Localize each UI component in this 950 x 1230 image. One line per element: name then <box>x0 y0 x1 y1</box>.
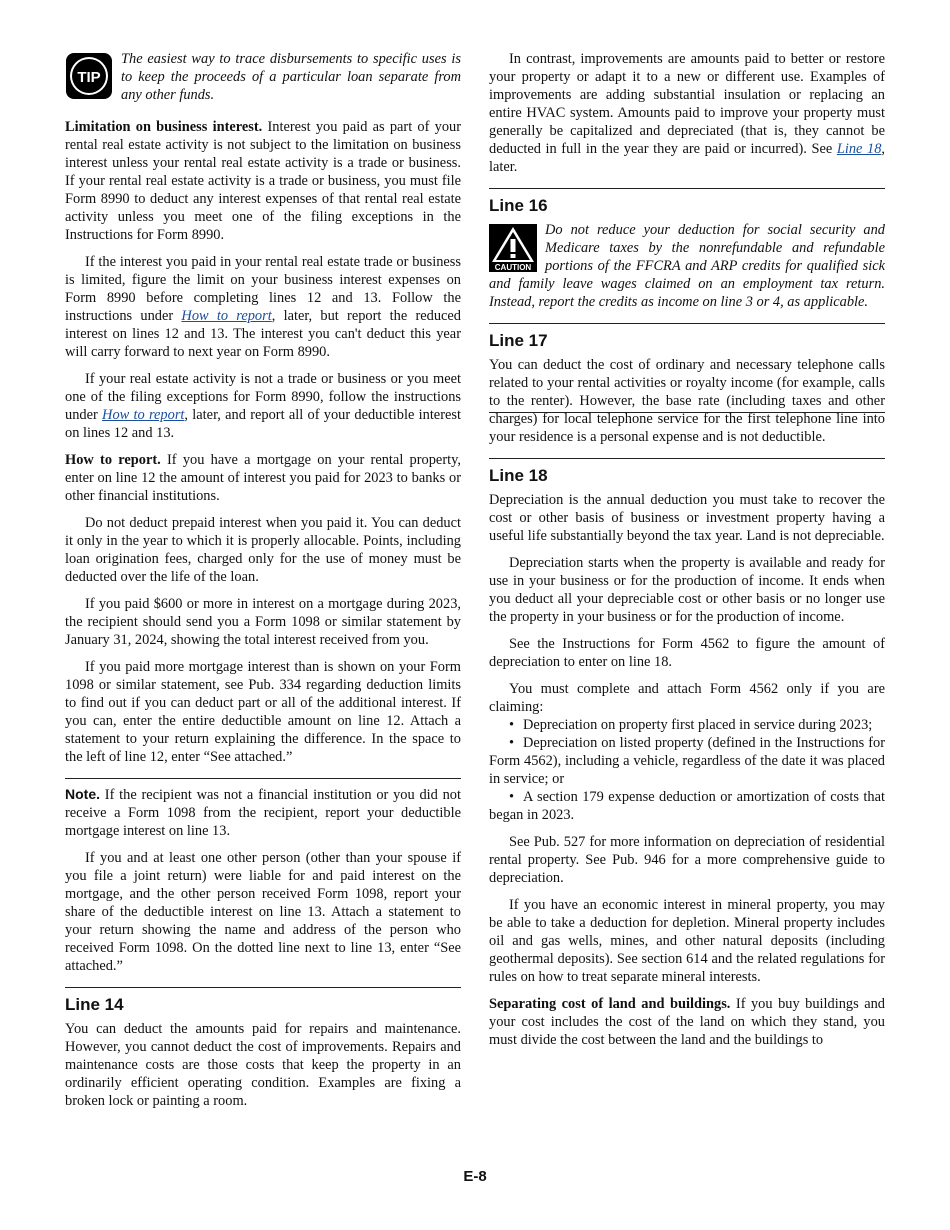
note-label: Note. <box>65 786 100 802</box>
line-17-heading: Line 17 <box>489 331 548 350</box>
left-column <box>65 50 461 1119</box>
page-number: E-8 <box>463 1168 487 1185</box>
form-1098-paragraph: If you paid $600 or more in interest on a mortgage during 2023, the recipient should send you a Form 1098 or similar statement by January 31, 2024, showing the total interest received from you. <box>65 596 461 648</box>
limitation-p2-tail: , later, but report the reduced interest on lines 12 and 13. The interest you can't deduct this year will carry forward to next year on Form 8990. <box>65 308 461 360</box>
section-divider <box>65 987 461 988</box>
limitation-paragraph-2 <box>65 253 461 361</box>
list-item-text: Depreciation on listed property (defined in the Instructions for Form 4562), including a vehicle, regardless of the date it was placed in service; or <box>489 735 885 787</box>
how-to-report-link[interactable]: How to report <box>181 308 272 324</box>
separating-cost-heading: Separating cost of land and buildings. <box>489 996 731 1012</box>
line-14-heading: Line 14 <box>65 995 124 1014</box>
bullet-icon: • <box>509 717 515 733</box>
line-16-heading: Line 16 <box>489 196 548 215</box>
line-14-paragraph: You can deduct the amounts paid for repairs and maintenance. However, you cannot deduct the cost of improvements. Repairs and maintenance costs are those costs that keep the property in an ordinarily efficient operating condition. Examples are fixing a broken lock or painting a room. <box>65 1021 461 1109</box>
line-18-paragraph-2: Depreciation starts when the property is available and ready for use in your business or for the production of income. It ends when you deduct all your depreciable cost or other basis or no longer use the property in your business or for the production of income. <box>489 555 885 625</box>
excess-interest-paragraph: If you paid more mortgage interest than is shown on your Form 1098 or similar statement, see Pub. 334 regarding deduction limits to find out if you can deduct part or all of the additional interest. If you can, enter the entire deductible amount on line 12. Attach a statement to your return explaining the difference. In the space to the left of line 12, enter “See attached.” <box>65 659 461 765</box>
tip-icon-label: TIP <box>77 69 101 86</box>
tip-icon <box>65 52 113 100</box>
line-18-paragraph-4: You must complete and attach Form 4562 only if you are claiming: <box>489 681 885 715</box>
note-paragraph <box>65 785 461 840</box>
section-divider <box>489 458 885 459</box>
caution-icon <box>489 224 537 272</box>
section-divider <box>65 778 461 779</box>
limitation-p2-text: If the interest you paid in your rental real estate trade or business is limited, figure the limit on your business interest expenses on Form 8990 before completing lines 12 and 13. Follow the instructions under <box>65 254 461 324</box>
line-18-heading: Line 18 <box>489 466 548 485</box>
limitation-p3-tail: , later, and report all of your deductible interest on lines 12 and 13. <box>65 407 461 441</box>
section-divider <box>489 323 885 324</box>
line-18-paragraph-6: If you have an economic interest in mineral property, you may be able to take a deduction for depletion. Mineral property includes oil and gas wells, mines, and other natural deposits (including geothermal deposits). See section 614 and the related regulations for rules on how to treat separate mineral interests. <box>489 897 885 985</box>
tip-box <box>65 50 461 104</box>
bullet-icon: • <box>509 789 515 805</box>
limitation-paragraph-3 <box>65 370 461 442</box>
line-17-paragraph: You can deduct the cost of ordinary and necessary telephone calls related to your rental activities or royalty income (for example, calls to the renter). However, the base rate (including taxes and other charges) for local telephone service for the first telephone line into your residence is a personal expense and is not deductible. <box>489 357 885 445</box>
list-item-text: Depreciation on property first placed in service during 2023; <box>523 717 873 733</box>
line-14-paragraph-2-continued <box>489 50 885 176</box>
separating-cost-paragraph <box>489 995 885 1049</box>
how-to-report-link-2[interactable]: How to report <box>102 407 185 423</box>
section-divider <box>489 188 885 189</box>
caution-box <box>489 221 885 311</box>
caution-icon-label: CAUTION <box>494 263 532 272</box>
note-paragraph-2: If you and at least one other person (other than your spouse if you file a joint return) were liable for and paid interest on the mortgage, and the other person received Form 1098, report your share of the deductible interest on line 13. Attach a statement to your return showing the name and address of the person who received Form 1098. On the dotted line next to line 13, enter “See attached.” <box>65 850 461 974</box>
line-18-paragraph-5: See Pub. 527 for more information on depreciation of residential rental property. See Pub. 946 for a more comprehensive guide to depreciation. <box>489 834 885 886</box>
list-item <box>489 716 885 734</box>
how-to-report-paragraph <box>65 451 461 505</box>
limitation-body: Interest you paid as part of your rental real estate activity is not subject to the limitation on business interest unless your rental real estate activity is a trade or business. If your rental real estate activity is a trade or business, you must file Form 8990 to deduct any interest expenses of that rental real estate activity unless you meet one of the filing exceptions in the Instructions for Form 8990. <box>65 119 461 243</box>
separating-cost-body: If you buy buildings and your cost includes the cost of the land on which they stand, you must divide the cost between the land and the buildings to <box>489 996 885 1048</box>
list-item <box>489 734 885 788</box>
line-14-p2-text-continued: In contrast, improvements are amounts paid to better or restore your property or adapt it to a new or different use. Examples of improvements are adding substantial insulation or replacing an entire HVAC system. Amounts paid to improve your property must generally be capitalized and depreciated (that is, they cannot be deducted in full in the year they are paid or incurred). See <box>489 51 885 157</box>
line-18-link-continued[interactable]: Line 18 <box>836 141 882 157</box>
note-body: If the recipient was not a financial institution or you did not receive a Form 1098 from the recipient, report your deductible mortgage interest on line 13. <box>65 787 461 839</box>
list-item <box>489 788 885 824</box>
line-14-continuation <box>489 50 885 176</box>
limitation-paragraph <box>65 118 461 244</box>
caution-text: Do not reduce your deduction for social security and Medicare taxes by the nonrefundable and refundable portions of the FFCRA and ARP credits for qualified sick and family leave wages claimed on an employment tax return. Instead, report the credits as income on line 3 or 4, as applicable. <box>489 222 885 310</box>
bullet-icon: • <box>509 735 515 751</box>
limitation-p3-text: If your real estate activity is not a trade or business or you meet one of the filing exceptions for Form 8990, follow the instructions under <box>65 371 461 423</box>
line-18-paragraph: Depreciation is the annual deduction you must take to recover the cost or other basis of business or investment property having a useful life substantially beyond the tax year. Land is not depreciable. <box>489 492 885 544</box>
how-to-report-body: If you have a mortgage on your rental property, enter on line 12 the amount of interest you paid for 2023 to banks or other financial institutions. <box>65 452 461 504</box>
how-to-report-heading: How to report. <box>65 452 161 468</box>
prepaid-interest-paragraph: Do not deduct prepaid interest when you paid it. You can deduct it only in the year to which it is properly allocable. Points, including loan origination fees, charged only for the use of money must be deducted over the life of the loan. <box>65 515 461 585</box>
right-column-main <box>489 50 885 1140</box>
list-item-text: A section 179 expense deduction or amortization of costs that began in 2023. <box>489 789 885 823</box>
line-14-p2-tail-continued: , later. <box>489 141 885 175</box>
tip-text: The easiest way to trace disbursements to specific uses is to keep the proceeds of a particular loan separate from any other funds. <box>121 51 461 103</box>
limitation-heading: Limitation on business interest. <box>65 119 263 135</box>
line-18-paragraph-3: See the Instructions for Form 4562 to figure the amount of depreciation to enter on line 18. <box>489 636 885 670</box>
